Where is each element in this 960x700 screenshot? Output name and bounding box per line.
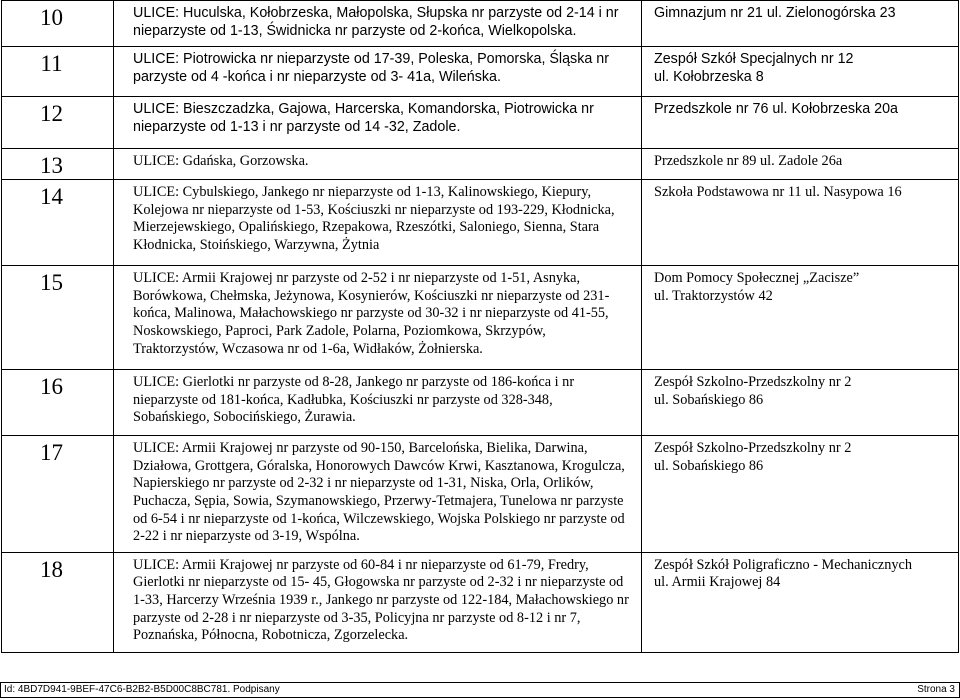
streets-cell: ULICE: Gierlotki nr parzyste od 8-28, Jankego nr parzyste od 186-końca i nr nieparzyste od 181-końca, Kadłubka, Kościuszki nr parzyste od 328-348, Sobańskiego, Sobocińskiego, Żurawia. [114, 370, 642, 436]
streets-cell: ULICE: Bieszczadzka, Gajowa, Harcerska, Komandorska, Piotrowicka nr nieparzyste od 1-13 i nr parzyste od 14 -32, Zadole. [114, 97, 642, 149]
row-number: 18 [2, 552, 114, 652]
institution-cell [642, 180, 959, 266]
row-number: 11 [2, 47, 114, 97]
streets-cell: ULICE: Armii Krajowej nr parzyste od 2-52 i nr nieparzyste od 1-51, Asnyka, Borówkowa, Chełmska, Jeżynowa, Kosynierów, Kościuszki nr nieparzyste od 231-końca, Malinowa, Małachowskiego nr parzyste od 30-32 i nr nieparzyste od 41-55, Noskowskiego, Paproci, Park Zadole, Polarna, Poziomkowa, Skrzypów, Traktorzystów, Wczasowa nr od 1-6a, Widłaków, Żołnierska. [114, 266, 642, 370]
institution-name: Gimnazjum nr 21 ul. Zielonogórska 23 [654, 5, 896, 21]
institution-cell [642, 436, 959, 553]
institution-cell [642, 370, 959, 436]
institution-name: Szkoła Podstawowa nr 11 ul. Nasypowa 16 [654, 184, 902, 201]
institution-cell [642, 1, 959, 47]
streets-cell: ULICE: Armii Krajowej nr parzyste od 90-150, Barcelońska, Bielika, Darwina, Działowa, Grottgera, Góralska, Honorowych Dawców Krwi, Kasztanowa, Krogulcza, Napierskiego nr parzyste od 2-32 i nr nieparzyste od 1-31, Niska, Orla, Orlików, Puchacza, Sępia, Sowia, Szymanowskiego, Przerwy-Tetmajera, Tunelowa nr parzyste od 6-54 i nr nieparzyste od 1-końca, Wilczewskiego, Wojska Polskiego nr parzyste od 2-22 i nr nieparzyste od 3-19, Wspólna. [114, 436, 642, 553]
institution-name: Zespół Szkolno-Przedszkolny nr 2 [654, 440, 852, 457]
row-number: 17 [2, 436, 114, 553]
table-row [2, 47, 959, 97]
institution-address: ul. Sobańskiego 86 [654, 457, 764, 474]
institution-address: ul. Sobańskiego 86 [654, 391, 764, 408]
institution-cell [642, 552, 959, 652]
institution-name: Przedszkole nr 76 ul. Kołobrzeska 20a [654, 101, 898, 118]
streets-cell: ULICE: Gdańska, Gorzowska. [114, 149, 642, 180]
page-number: Strona 3 [917, 684, 955, 695]
row-number: 10 [2, 1, 114, 47]
institution-name: Dom Pomocy Społecznej „Zacisze” [654, 270, 860, 287]
table-row [2, 180, 959, 266]
institution-name: Zespół Szkolno-Przedszkolny nr 2 [654, 374, 852, 391]
streets-cell: ULICE: Cybulskiego, Jankego nr nieparzyste od 1-13, Kalinowskiego, Kiepury, Kolejowa nr nieparzyste od 1-53, Kościuszki nr nieparzyste od 193-229, Kłodnicka, Mierzejewskiego, Opalińskiego, Rzepakowa, Rzeszótki, Saloniego, Sienna, Stara Kłodnicka, Stoińskiego, Warzywna, Żytnia [114, 180, 642, 266]
table-row [2, 436, 959, 553]
row-number: 12 [2, 97, 114, 149]
page-footer [0, 682, 960, 698]
institution-name: Zespół Szkół Poligraficzno - Mechanicznych [654, 556, 913, 573]
streets-cell: ULICE: Piotrowicka nr nieparzyste od 17-39, Poleska, Pomorska, Śląska nr parzyste od 4 -końca i nr nieparzyste od 3- 41a, Wileńska. [114, 47, 642, 97]
institution-name: Przedszkole nr 89 ul. Zadole 26a [654, 153, 843, 170]
row-number: 14 [2, 180, 114, 266]
institution-cell [642, 149, 959, 180]
institution-address: ul. Traktorzystów 42 [654, 287, 773, 304]
institution-cell [642, 97, 959, 149]
institution-address: ul. Kołobrzeska 8 [654, 68, 764, 85]
institution-cell [642, 266, 959, 370]
document-id: Id: 4BD7D941-9BEF-47C6-B2B2-B5D00C8BC781. Podpisany [4, 684, 280, 695]
table-row [2, 370, 959, 436]
institution-address: ul. Armii Krajowej 84 [654, 574, 781, 591]
institution-cell [642, 47, 959, 97]
table-row [2, 149, 959, 180]
streets-cell: ULICE: Armii Krajowej nr parzyste od 60-84 i nr nieparzyste od 61-79, Fredry, Gierlotki nr nieparzyste od 15- 45, Głogowska nr parzyste od 2-32 i nr nieparzyste od 1-33, Harcerzy Września 1939 r., Jankego nr parzyste od 122-184, Małachowskiego nr parzyste od 2-28 i nr nieparzyste od 3-35, Policyjna nr parzyste od 8-12 i nr 7, Poznańska, Północna, Robotnicza, Zgorzelecka. [114, 552, 642, 652]
row-number: 15 [2, 266, 114, 370]
streets-cell: ULICE: Huculska, Kołobrzeska, Małopolska, Słupska nr parzyste od 2-14 i nr nieparzyste od 1-13, Świdnicka nr parzyste od 2-końca, Wielkopolska. [114, 1, 642, 47]
row-number: 13 [2, 149, 114, 180]
row-number: 16 [2, 370, 114, 436]
table-row [2, 97, 959, 149]
table-row [2, 1, 959, 47]
table-row [2, 266, 959, 370]
institution-name: Zespół Szkół Specjalnych nr 12 [654, 51, 854, 68]
table-row [2, 552, 959, 652]
district-table [1, 0, 959, 653]
